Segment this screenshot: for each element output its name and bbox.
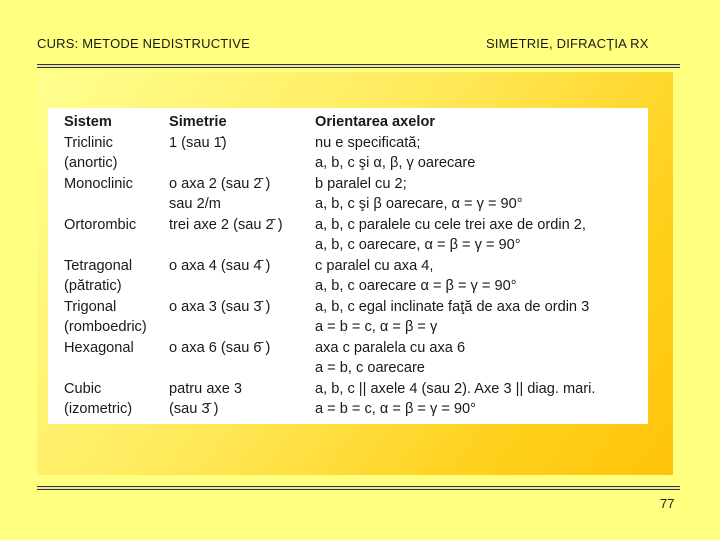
system-cell-line: (izometric) bbox=[64, 401, 133, 417]
symmetry-cell-line: o axa 4 (sau 4̄ ) bbox=[169, 257, 271, 274]
axes-cell bbox=[315, 215, 645, 256]
table-header-row bbox=[64, 112, 645, 133]
top-divider bbox=[37, 64, 680, 68]
axes-cell bbox=[315, 174, 645, 215]
system-cell-line: Tetragonal bbox=[64, 257, 133, 274]
table-row bbox=[64, 174, 645, 215]
system-cell-line: Trigonal bbox=[64, 298, 117, 315]
symmetry-cell bbox=[169, 297, 315, 338]
system-cell bbox=[64, 297, 169, 338]
system-cell bbox=[64, 215, 169, 256]
system-cell-line: Monoclinic bbox=[64, 175, 133, 192]
symmetry-cell-line: sau 2/m bbox=[169, 196, 221, 212]
axes-cell-line: a, b, c şi β oarecare, α = γ = 90° bbox=[315, 196, 523, 212]
axes-cell-line: a, b, c oarecare α = β = γ = 90° bbox=[315, 278, 517, 294]
table-row bbox=[64, 297, 645, 338]
slide-topic: SIMETRIE, DIFRACŢIA RX bbox=[486, 36, 649, 51]
system-cell-line: Hexagonal bbox=[64, 339, 134, 356]
symmetry-cell-line: o axa 6 (sau 6̄ ) bbox=[169, 339, 271, 356]
crystal-systems-table bbox=[64, 112, 645, 420]
symmetry-cell bbox=[169, 174, 315, 215]
symmetry-cell-line: patru axe 3 bbox=[169, 380, 243, 397]
symmetry-cell bbox=[169, 215, 315, 256]
header-simetrie: Simetrie bbox=[169, 114, 227, 130]
axes-cell bbox=[315, 338, 645, 379]
symmetry-cell-line: 1 (sau 1̄) bbox=[169, 134, 227, 151]
axes-cell-line: b paralel cu 2; bbox=[315, 175, 407, 192]
system-cell-line: Triclinic bbox=[64, 134, 113, 151]
axes-cell-line: c paralel cu axa 4, bbox=[315, 257, 434, 274]
page-number: 77 bbox=[660, 496, 675, 511]
header-orientarea-axelor: Orientarea axelor bbox=[315, 114, 436, 130]
axes-cell-line: axa c paralela cu axa 6 bbox=[315, 339, 466, 356]
symmetry-cell bbox=[169, 338, 315, 379]
axes-cell-line: a, b, c egal inclinate faţă de axa de ordin 3 bbox=[315, 298, 590, 315]
system-cell bbox=[64, 256, 169, 297]
system-cell bbox=[64, 338, 169, 379]
system-cell bbox=[64, 133, 169, 174]
course-title: CURS: METODE NEDISTRUCTIVE bbox=[37, 36, 250, 51]
header-sistem: Sistem bbox=[64, 114, 112, 130]
system-cell-line: (anortic) bbox=[64, 155, 118, 171]
table-row bbox=[64, 256, 645, 297]
symmetry-cell bbox=[169, 256, 315, 297]
axes-cell-line: a = b = c, α = β = γ = 90° bbox=[315, 401, 476, 417]
axes-cell-line: a, b, c şi α, β, γ oarecare bbox=[315, 155, 476, 171]
symmetry-cell bbox=[169, 133, 315, 174]
axes-cell bbox=[315, 297, 645, 338]
bottom-divider bbox=[37, 486, 680, 490]
axes-cell-line: a, b, c || axele 4 (sau 2). Axe 3 || diag. mari. bbox=[315, 380, 596, 397]
symmetry-cell-line: o axa 3 (sau 3̄ ) bbox=[169, 298, 271, 315]
table-row bbox=[64, 379, 645, 420]
axes-cell-line: nu e specificată; bbox=[315, 134, 421, 151]
symmetry-cell bbox=[169, 379, 315, 420]
axes-cell bbox=[315, 256, 645, 297]
system-cell-line: Ortorombic bbox=[64, 216, 137, 233]
system-cell-line: (pătratic) bbox=[64, 278, 122, 294]
table-row bbox=[64, 133, 645, 174]
symmetry-cell-line: (sau 3̄ ) bbox=[169, 401, 219, 417]
table-row bbox=[64, 338, 645, 379]
symmetry-cell-line: o axa 2 (sau 2̄ ) bbox=[169, 175, 271, 192]
axes-cell-line: a, b, c paralele cu cele trei axe de ordin 2, bbox=[315, 216, 586, 233]
crystal-systems-table-box bbox=[48, 108, 648, 424]
table-row bbox=[64, 215, 645, 256]
axes-cell-line: a, b, c oarecare, α = β = γ = 90° bbox=[315, 237, 521, 253]
axes-cell bbox=[315, 379, 645, 420]
axes-cell-line: a = b = c, α = β = γ bbox=[315, 319, 438, 335]
axes-cell bbox=[315, 133, 645, 174]
system-cell-line: Cubic bbox=[64, 380, 102, 397]
system-cell bbox=[64, 174, 169, 215]
axes-cell-line: a = b, c oarecare bbox=[315, 360, 425, 376]
system-cell bbox=[64, 379, 169, 420]
system-cell-line: (romboedric) bbox=[64, 319, 147, 335]
symmetry-cell-line: trei axe 2 (sau 2̄ ) bbox=[169, 216, 283, 233]
